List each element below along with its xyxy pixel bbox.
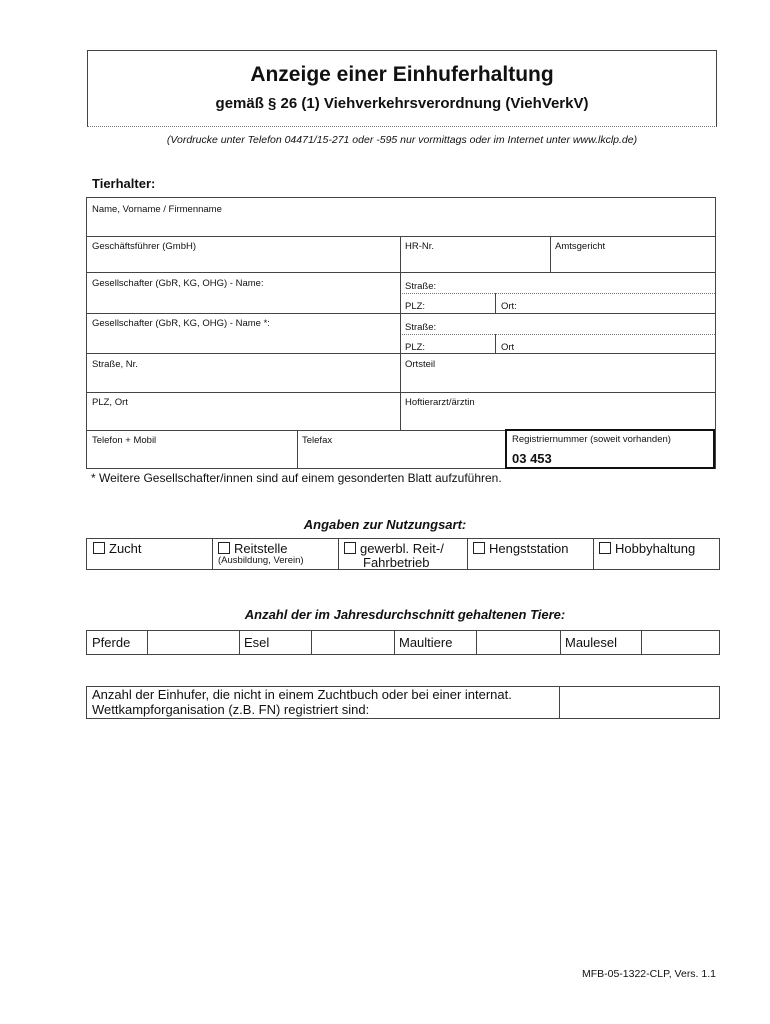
checkbox-empty-icon[interactable]	[93, 542, 105, 554]
header-box	[87, 50, 717, 127]
option-hobbyhaltung[interactable]: Hobbyhaltung	[599, 541, 695, 556]
option-gewerbl-sub: Fahrbetrieb	[363, 555, 430, 570]
name-label: Name, Vorname / Firmenname	[92, 204, 222, 215]
tiere-table	[86, 630, 720, 655]
regnr-label: Registriernummer (soweit vorhanden)	[512, 434, 671, 445]
nutzungsart-table	[86, 538, 720, 570]
telefax-label: Telefax	[302, 435, 333, 446]
einhufer-line1: Anzahl der Einhufer, die nicht in einem Zuchtbuch oder bei einer internat.	[92, 687, 512, 702]
tiere-heading: Anzahl der im Jahresdurchschnitt gehaltenen Tiere:	[244, 607, 566, 622]
plz2-label: PLZ:	[405, 342, 426, 353]
esel-value[interactable]	[317, 635, 387, 651]
gesellschafter1-label: Gesellschafter (GbR, KG, OHG) - Name:	[92, 278, 264, 289]
gesellschafter2-label: Gesellschafter (GbR, KG, OHG) - Name *:	[92, 318, 270, 329]
checkbox-empty-icon[interactable]	[344, 542, 356, 554]
checkbox-empty-icon[interactable]	[599, 542, 611, 554]
strasse2-label: Straße:	[405, 322, 437, 333]
ort2-label: Ort	[501, 342, 515, 353]
hoftierarzt-label: Hoftierarzt/ärztin	[405, 397, 475, 408]
maultiere-value[interactable]	[482, 635, 552, 651]
einhufer-table	[86, 686, 720, 719]
nutzungsart-heading: Angaben zur Nutzungsart:	[303, 517, 467, 532]
registriernummer-box[interactable]	[505, 429, 715, 469]
order-note: (Vordrucke unter Telefon 04471/15-271 oder -595 nur vormittags oder im Internet unter www.lkclp.de)	[166, 134, 638, 146]
form-id: MFB-05-1322-CLP, Vers. 1.1	[581, 968, 716, 980]
regnr-value: 03 453	[512, 451, 552, 466]
strasse-nr-label: Straße, Nr.	[92, 359, 138, 370]
form-subtitle: gemäß § 26 (1) Viehverkehrsverordnung (ViehVerkV)	[215, 95, 589, 112]
ort1-label: Ort:	[501, 301, 517, 312]
footnote: * Weitere Gesellschafter/innen sind auf einem gesonderten Blatt aufzuführen.	[91, 471, 502, 485]
einhufer-line2: Wettkampforganisation (z.B. FN) registriert sind:	[92, 702, 370, 717]
gf-label: Geschäftsführer (GmbH)	[92, 241, 196, 252]
einhufer-value[interactable]	[565, 694, 715, 710]
option-gewerbl[interactable]: gewerbl. Reit-/	[344, 541, 444, 556]
option-reitstelle-sub: (Ausbildung, Verein)	[218, 555, 304, 566]
plz1-label: PLZ:	[405, 301, 426, 312]
maulesel-label: Maulesel	[565, 635, 618, 650]
hrnr-label: HR-Nr.	[405, 241, 435, 252]
pferde-label: Pferde	[92, 635, 131, 650]
tierhalter-heading: Tierhalter:	[92, 176, 156, 191]
maultiere-label: Maultiere	[399, 635, 453, 650]
ortsteil-label: Ortsteil	[405, 359, 436, 370]
esel-label: Esel	[244, 635, 270, 650]
amtsgericht-label: Amtsgericht	[555, 241, 606, 252]
telefon-label: Telefon + Mobil	[92, 435, 157, 446]
strasse1-label: Straße:	[405, 281, 437, 292]
option-reitstelle[interactable]: Reitstelle	[218, 541, 287, 556]
pferde-value[interactable]	[153, 635, 233, 651]
option-hengststation[interactable]: Hengststation	[473, 541, 569, 556]
plz-ort-label: PLZ, Ort	[92, 397, 128, 408]
checkbox-empty-icon[interactable]	[473, 542, 485, 554]
option-zucht[interactable]: Zucht	[93, 541, 142, 556]
maulesel-value[interactable]	[647, 635, 715, 651]
form-title: Anzeige einer Einhuferhaltung	[250, 63, 554, 86]
checkbox-empty-icon[interactable]	[218, 542, 230, 554]
